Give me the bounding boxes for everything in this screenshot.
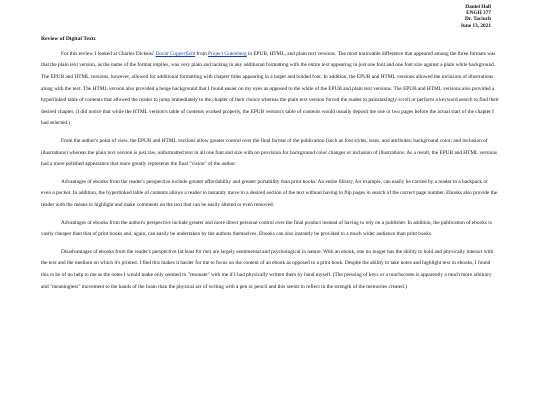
instructor-name: Dr. Taciuch (464, 16, 491, 23)
document-date: June 13, 2021 (460, 22, 491, 29)
project-gutenberg-link[interactable]: Project Gutenberg (208, 50, 247, 57)
paragraph-4: Advantages of ebooks from the author's perspective include greater and more direct personal control over the final product instead of having to rely on a publisher. In addition, the publication of ebooks is vastly cheaper than that of print books and, again, can easily be undertaken by the authors themselves. Ebooks can also instantly be provided to a much wider audience than print books. (41, 219, 492, 238)
paragraph-1-pre: For this review I looked at Charles Dickens' (61, 50, 156, 57)
author-name: Daniel Hall (465, 4, 491, 10)
paragraph-1-post: in EPUB, HTML, and plain text versions. The most noticeable difference that appeared among the three formats was that the plain text version, as the name of the format implies, was very plain and lacking in any additional formatting with the entire text appearing in just one font and one font size against a plain white background. The EPUB and HTML versions, however, allowed for additional formatting with chapter titles appearing in a larger and bolded font. In addition, the EPUB and HTML versions allowed the inclusion of illustrations along with the text. The HTML version also provided a beige background that I found easier on my eyes as opposed to the white of the EPUB and plain text versions. The EPUB and HTML versions also provided a hyperlinked table of contents that allowed the reader to jump immediately to the chapter of their choice whereas the plain text version forced the reader to painstakingly scroll or perform a keyword search to find their desired chapter. (I did notice that while the HTML version's table of contents worked properly, the EPUB version's table of contents would usually deposit me one or two pages before the actual start of the chapter I had selected.) (41, 50, 499, 127)
paragraph-1-mid: from (195, 50, 209, 57)
document-title: Review of Digital Textc (41, 35, 97, 42)
course-code: ENGH 377 (466, 10, 491, 17)
paragraph-5: Disadvantages of ebooks from the reader's perspective (at least for me) are largely sentimental and psychological in nature. With an ebook, one no longer has the ability to hold and physically interact with the text and the medium on which it's printed. I find this makes it harder for me to focus on the content of an ebook as opposed to a print book. Despite the ability to take notes and highlight text in ebooks, I found this to be of no help to me as the notes I would make only seemed to "resonate" with me if I had physically written them by hand myself. (The pressing of keys or a touchscreen is apparently a much more arbitrary and "meaningless" movement to the hands of the brain than the physical act of writing with a pen or pencil and this seems to reflect in the strength of the memories created.) (41, 248, 494, 290)
document-header (41, 4, 499, 29)
paragraph-1 (41, 49, 499, 130)
paragraph-2: From the author's point of view, the EPUB and HTML versions allow greater control over the final format of the publication (such as font styles, sizes, and attributes; background color; and inclusion of illustrations) whereas the plain text version is just raw, unformatted text in all one font and size with no provision for background color changes or inclusion of illustrations. As a result, the EPUB and HTML versions had a more polished appearance that more greatly represents the final "vision" of the author. (41, 137, 498, 168)
paragraph-3: Advantages of ebooks from the reader's perspective include greater affordability and greater portability than print books. An entire library, for example, can easily be carried by a reader in a backpack or even a pocket. In addition, the hyperlinked table of contents allows a reader to instantly move to a desired section of the text without having to flip pages in search of the correct page number. Ebooks also provide the reader with the means to highlight and make comments on the text that can be easily altered or even removed. (41, 178, 498, 208)
david-copperfield-link[interactable]: David Copperfield (155, 50, 196, 57)
